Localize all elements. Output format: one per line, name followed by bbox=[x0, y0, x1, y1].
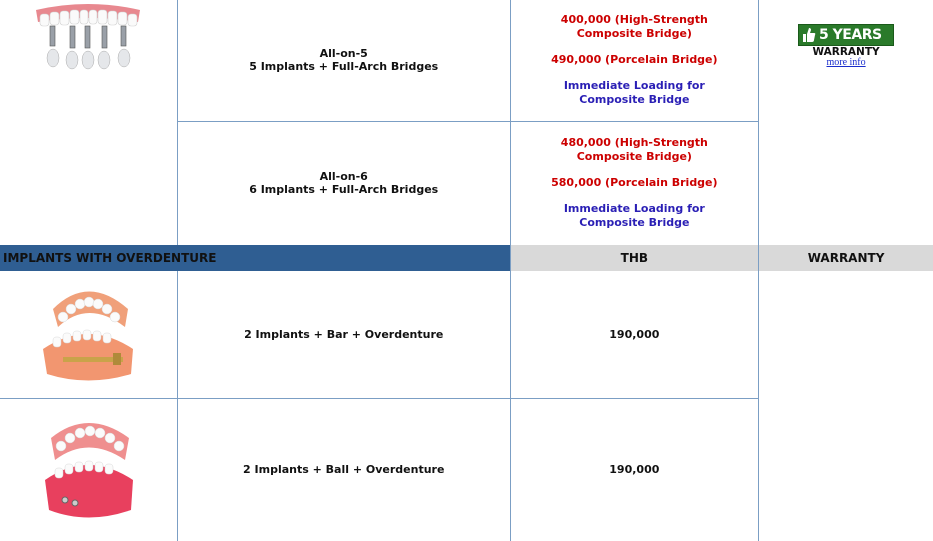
price-composite: 400,000 (High-Strength Composite Bridge) bbox=[560, 13, 708, 41]
description-title: All-on-6 bbox=[319, 170, 368, 184]
price-porcelain: 580,000 (Porcelain Bridge) bbox=[551, 176, 718, 190]
image-cell bbox=[0, 398, 177, 541]
warranty-cell bbox=[759, 0, 933, 245]
loading-note-line1: Immediate Loading for bbox=[563, 79, 705, 93]
price-cell: 190,000 bbox=[510, 271, 759, 398]
image-cell bbox=[0, 271, 177, 398]
description-detail: 5 Implants + Full-Arch Bridges bbox=[249, 60, 439, 74]
overdenture-bar-image bbox=[33, 279, 143, 389]
description-detail: 6 Implants + Full-Arch Bridges bbox=[249, 183, 439, 197]
column-header-price: THB bbox=[510, 245, 759, 271]
section-title: IMPLANTS WITH OVERDENTURE bbox=[0, 245, 510, 271]
dental-bridge-implants-image bbox=[28, 0, 148, 70]
price-composite: 480,000 (High-Strength Composite Bridge) bbox=[560, 136, 708, 164]
description-cell bbox=[177, 121, 510, 245]
thumbs-up-icon bbox=[799, 25, 819, 45]
price-cell: 190,000 bbox=[510, 398, 759, 541]
warranty-badge-banner bbox=[798, 24, 894, 46]
price-cell bbox=[510, 121, 759, 245]
description-title: All-on-5 bbox=[319, 47, 368, 61]
table-row bbox=[0, 271, 933, 398]
loading-note-line2: Composite Bridge bbox=[579, 216, 690, 230]
warranty-label: WARRANTY bbox=[812, 46, 880, 58]
loading-note-line2: Composite Bridge bbox=[579, 93, 690, 107]
price-porcelain: 490,000 (Porcelain Bridge) bbox=[551, 53, 718, 67]
warranty-badge bbox=[798, 24, 894, 68]
warranty-years: 5 YEARS bbox=[819, 27, 882, 43]
section-header-row bbox=[0, 245, 933, 271]
overdenture-ball-image bbox=[33, 410, 143, 530]
price-cell bbox=[510, 0, 759, 121]
column-header-warranty: WARRANTY bbox=[759, 245, 933, 271]
description-cell: 2 Implants + Bar + Overdenture bbox=[177, 271, 510, 398]
warranty-empty-cell bbox=[759, 271, 933, 541]
loading-note-line1: Immediate Loading for bbox=[563, 202, 705, 216]
description-cell: 2 Implants + Ball + Overdenture bbox=[177, 398, 510, 541]
table-row bbox=[0, 0, 933, 121]
description-cell bbox=[177, 0, 510, 121]
all-on-x-image-cell bbox=[0, 0, 177, 245]
more-info-link[interactable]: more info bbox=[826, 57, 866, 68]
